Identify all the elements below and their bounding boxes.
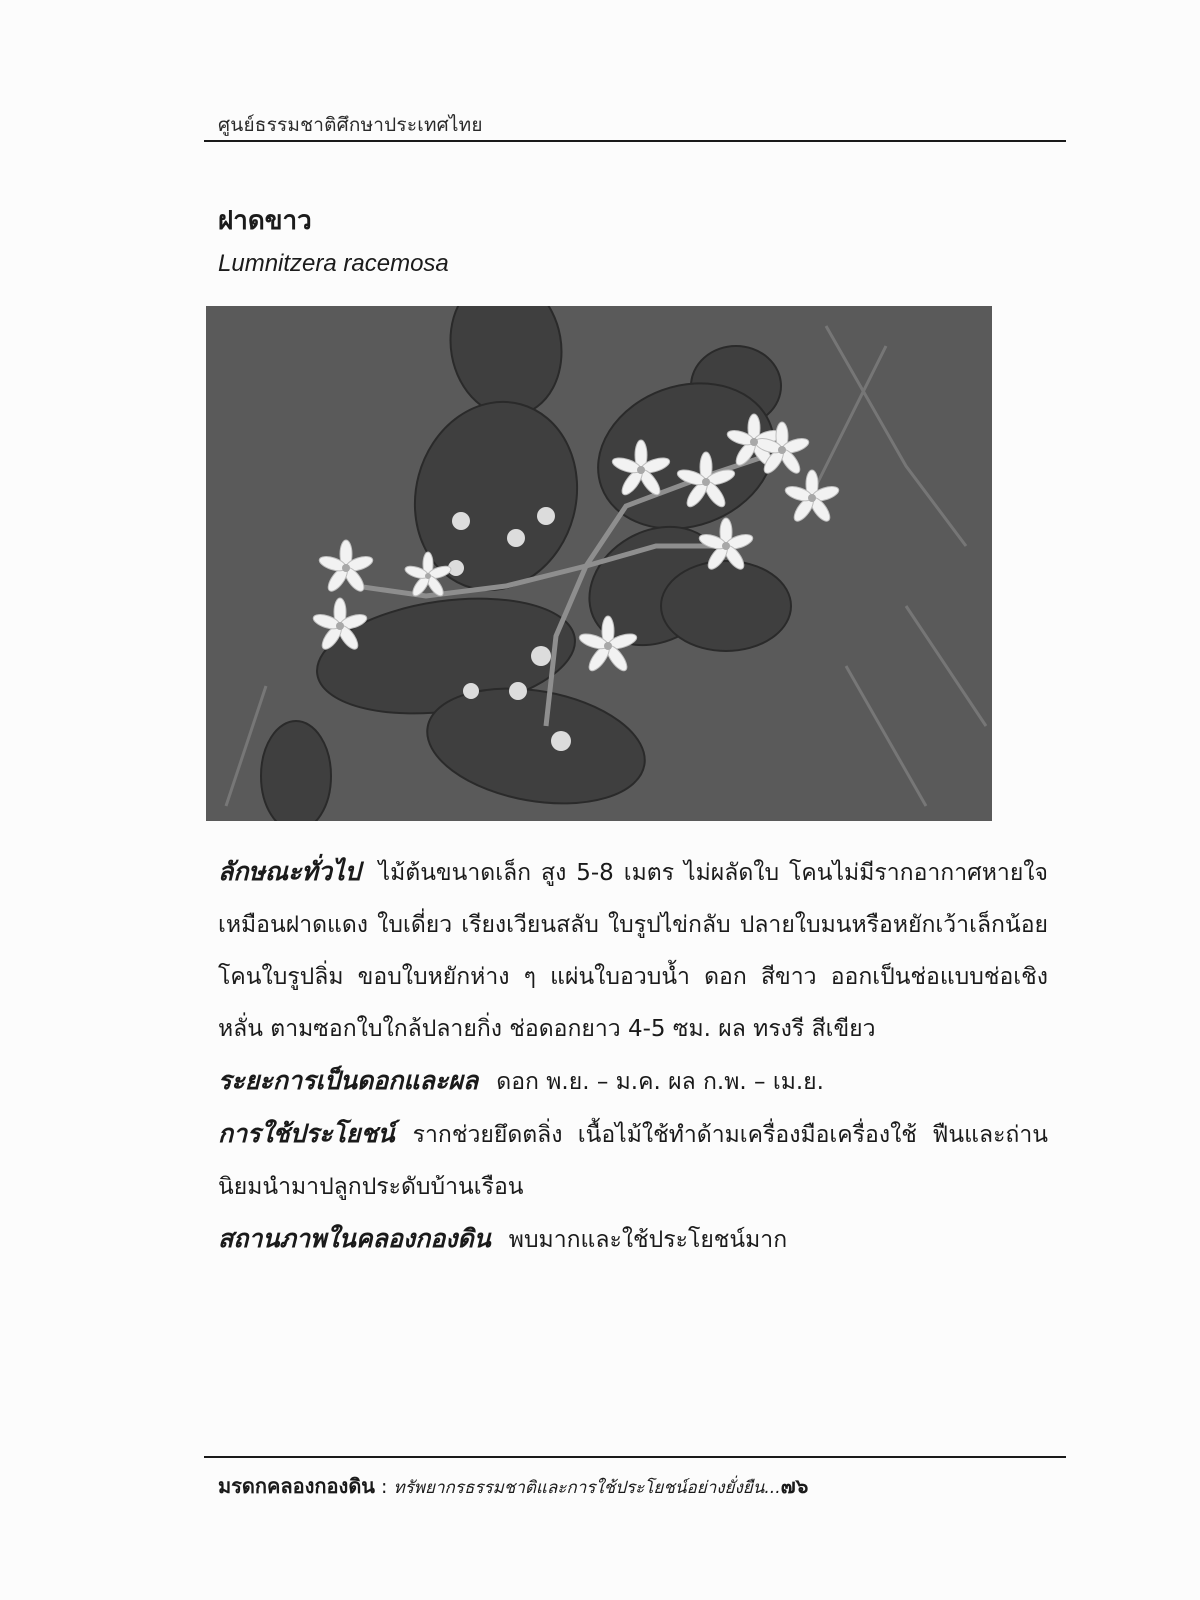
general-label: ลักษณะทั่วไป — [218, 857, 361, 886]
book-title: มรดกคลองกองดิน — [218, 1474, 375, 1498]
status-text: พบมากและใช้ประโยชน์มาก — [508, 1227, 788, 1253]
footer-separator: : — [374, 1476, 394, 1498]
flowering-label: ระยะการเป็นดอกและผล — [218, 1066, 479, 1095]
running-header: ศูนย์ธรรมชาติศึกษาประเทศไทย — [218, 114, 483, 136]
description-body — [218, 846, 1048, 1266]
plant-photo-icon — [206, 306, 992, 821]
page-number: ๗๖ — [780, 1474, 809, 1498]
plant-photo — [206, 306, 992, 821]
uses-label: การใช้ประโยชน์ — [218, 1119, 395, 1148]
uses-text: รากช่วยยึดตลิ่ง เนื้อไม้ใช้ทำด้ามเครื่องมือเครื่องใช้ ฟืนและถ่าน นิยมนำมาปลูกประดับบ้านเรือน — [218, 1122, 1048, 1200]
flowering-period — [218, 1055, 1048, 1108]
footer-rule — [204, 1456, 1066, 1458]
header-rule — [204, 140, 1066, 142]
general-text: ไม้ต้นขนาดเล็ก สูง 5-8 เมตร ไม่ผลัดใบ โคนไม่มีรากอากาศหายใจเหมือนฝาดแดง ใบเดี่ยว เรียงเวียนสลับ ใบรูปไข่กลับ ปลายใบมนหรือหยักเว้าเล็กน้อย โคนใบรูปลิ่ม ขอบใบหยักห่าง ๆ แผ่นใบอวบน้ำ ดอก สีขาว ออกเป็นช่อแบบช่อเชิงหลั่น ตามซอกใบใกล้ปลายกิ่ง ช่อดอกยาว 4-5 ซม. ผล ทรงรี สีเขียว — [218, 860, 1048, 1042]
species-thai-name: ฝาดขาว — [218, 206, 312, 236]
status — [218, 1213, 1048, 1266]
flowering-text: ดอก พ.ย. – ม.ค. ผล ก.พ. – เม.ย. — [496, 1069, 824, 1095]
general-characteristics — [218, 846, 1048, 1055]
status-label: สถานภาพในคลองกองดิน — [218, 1224, 491, 1253]
uses — [218, 1108, 1048, 1213]
page-footer — [218, 1470, 808, 1502]
book-subtitle: ทรัพยากรธรรมชาติและการใช้ประโยชน์อย่างยั่งยืน... — [393, 1478, 781, 1498]
species-latin-name: Lumnitzera racemosa — [218, 250, 449, 277]
